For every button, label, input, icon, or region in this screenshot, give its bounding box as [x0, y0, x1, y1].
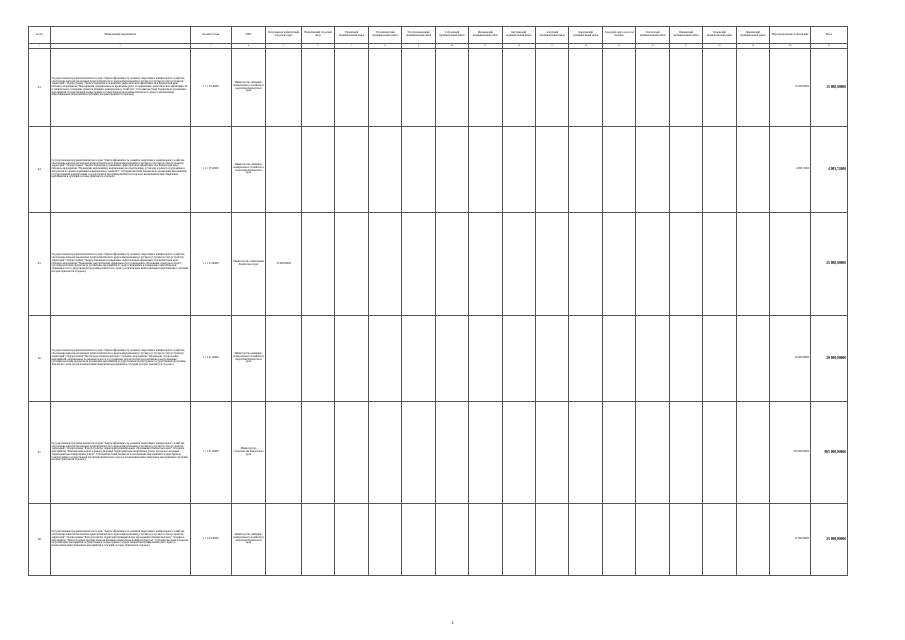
amount-cell — [736, 49, 769, 127]
column-number: 15 — [602, 44, 635, 49]
amount-cell — [435, 316, 468, 402]
amount-cell — [636, 49, 669, 127]
amount-cell — [335, 402, 368, 504]
amount-cell — [335, 127, 368, 213]
row-total: 15 000,00000 — [811, 49, 848, 127]
amount-cell — [402, 49, 435, 127]
column-number: 2 — [50, 44, 190, 49]
column-header: Соболевский муниципальный район — [435, 27, 468, 44]
column-number: 5 — [266, 44, 302, 49]
table-row — [29, 49, 848, 127]
table-row — [29, 316, 848, 402]
row-total: 25 000,00000 — [811, 213, 848, 316]
header-row — [29, 27, 848, 44]
amount-cell — [569, 504, 602, 576]
amount-cell — [736, 504, 769, 576]
amount-cell — [266, 504, 302, 576]
amount-cell — [569, 213, 602, 316]
grbs-cell: Министерство образования Камчатского края — [231, 213, 266, 316]
amount-cell — [602, 316, 635, 402]
amount-cell — [669, 213, 702, 316]
amount-cell — [301, 127, 334, 213]
table-row — [29, 127, 848, 213]
amount-cell — [502, 402, 535, 504]
amount-cell — [602, 402, 635, 504]
measure-description: Государственная программа Камчатского края "Энергоэффективность, развитие энергетики и коммунального хозяйства, обеспечение жителей населенных пунктов Камчатского края коммунальными услугами и услугами по благоустройству территорий". Подпрограмма "Энергосбережение и повышение энергетической эффективности в Камчатском крае". Основное мероприятие "Повышение энергетической эффективности в учреждениях образования, культуры и спорта". Субсидии местным бюджетам на реализацию мероприятий по энергосбережению и повышению энергетической эффективности государственной программы Камчатского края (за исключением инвестиционных мероприятий и субсидий, которые признаются отдельно) — [50, 213, 190, 316]
amount-cell — [502, 504, 535, 576]
target-article-code: 1 1 2 04 40000 — [190, 504, 231, 576]
amount-cell — [536, 127, 569, 213]
amount-cell — [266, 316, 302, 402]
amount-cell — [602, 127, 635, 213]
column-number: 21 — [811, 44, 848, 49]
grbs-cell: Министерство жилищно-коммунального хозяйства и энергетики Камчатского края — [231, 316, 266, 402]
grbs-cell: Министерство строительства Камчатского края — [231, 402, 266, 504]
column-number: 12 — [502, 44, 535, 49]
target-article-code: 1 1 2 01 40000 — [190, 316, 231, 402]
column-header: Елизовский муниципальный район — [335, 27, 368, 44]
amount-cell — [602, 49, 635, 127]
amount-cell — [402, 213, 435, 316]
column-header: Карагинский муниципальный район — [569, 27, 602, 44]
amount-cell — [569, 316, 602, 402]
amount-cell — [335, 49, 368, 127]
row-number: 28 — [29, 504, 51, 576]
column-number: 16 — [636, 44, 669, 49]
target-article-code: 1 1 1 04 40000 — [190, 49, 231, 127]
amount-cell — [435, 49, 468, 127]
amount-cell — [368, 49, 401, 127]
unallocated-amount: 905 000,00000 — [770, 402, 811, 504]
row-number: 27 — [29, 402, 51, 504]
table-row — [29, 402, 848, 504]
amount-cell — [301, 316, 334, 402]
column-number: 14 — [569, 44, 602, 49]
unallocated-amount — [770, 213, 811, 316]
amount-cell — [301, 213, 334, 316]
amount-cell — [469, 504, 502, 576]
amount-cell — [736, 316, 769, 402]
column-header: Пенжинский муниципальный район — [669, 27, 702, 44]
column-number: 4 — [231, 44, 266, 49]
measure-description: Государственная программа Камчатского края "Энергоэффективность, развитие энергетики и коммунального хозяйства, обеспечение жителей населенных пунктов Камчатского края коммунальными услугами и услугами по благоустройству территорий". Подпрограмма "Энергосбережение и повышение энергетической эффективности в Камчатском крае". Основное мероприятие "Мероприятия, направленные на проведение работ по повышению энергетической эффективности и техническому оснащению объектов жилищно-коммунального хозяйства". Субсидии местным бюджетам на реализацию мероприятий государственной подпрограммы государственной программы Камчатского края (за исключением инвестиционных мероприятий и субсидий, которые признаются отдельно) — [50, 49, 190, 127]
column-header: Петропавловск-Камчатский городской округ — [266, 27, 302, 44]
amount-cell — [536, 213, 569, 316]
unallocated-amount: 15 000,00000 — [770, 49, 811, 127]
page-number: 4 — [451, 620, 454, 625]
column-number: 11 — [469, 44, 502, 49]
column-number: 3 — [190, 44, 231, 49]
amount-cell — [402, 402, 435, 504]
measure-description: Государственная программа Камчатского края "Энергоэффективность, развитие энергетики и коммунального хозяйства, обеспечение жителей населенных пунктов Камчатского края коммунальными услугами и услугами по благоустройству территорий". Подпрограмма "Благоустройство территорий муниципальных образований в Камчатском крае". Основное мероприятие "Ремонт и реконструкция объектов жилищно-коммунальной инфраструктуры". Субсидии местным бюджетам на реализацию мероприятий государственной подпрограммы государственной программы Камчатского края (за исключением инвестиционных мероприятий и субсидий, которые признаются отдельно) — [50, 504, 190, 576]
measure-description: Государственная программа Камчатского края "Энергоэффективность, развитие энергетики и коммунального хозяйства, обеспечение жителей населенных пунктов Камчатского края коммунальными услугами и услугами по благоустройству территорий". Подпрограмма "Чистая вода в Камчатском крае". Основное мероприятие "Проведение строительных мероприятий, направленных на решение вопроса по улучшению работы систем водоснабжения и водоотведения". Субсидии местным бюджетам на реализацию мероприятий государственной подпрограммы государственной программы Камчатского края (за исключением инвестиционных мероприятий и субсидий, которые признаются отдельно) — [50, 316, 190, 402]
row-total: 25 000,00000 — [811, 504, 848, 576]
table-row — [29, 213, 848, 316]
amount-cell — [536, 316, 569, 402]
amount-cell — [636, 402, 669, 504]
amount-cell — [469, 127, 502, 213]
amount-cell — [266, 49, 302, 127]
amount-cell — [569, 127, 602, 213]
amount-cell — [435, 127, 468, 213]
target-article-code: 1 1 1 07 40000 — [190, 127, 231, 213]
column-number: 20 — [770, 44, 811, 49]
column-header: № п/п — [29, 27, 51, 44]
column-number: 8 — [368, 44, 401, 49]
amount-cell — [469, 49, 502, 127]
amount-cell — [703, 316, 736, 402]
column-number: 9 — [402, 44, 435, 49]
amount-cell — [636, 213, 669, 316]
amount-cell — [469, 316, 502, 402]
grbs-cell: Министерство жилищно-коммунального хозяйства и энергетики Камчатского края — [231, 49, 266, 127]
amount-cell — [669, 316, 702, 402]
column-number: 13 — [536, 44, 569, 49]
measure-description: Государственная программа Камчатского края "Энергоэффективность, развитие энергетики и коммунального хозяйства, обеспечение жителей населенных пунктов Камчатского края коммунальными услугами и услугами по благоустройству территорий". Подпрограмма "Благоустройство территорий муниципальных образований в Камчатском крае". Основное мероприятие "Комплексный ремонт и ремонт дворовых территорий многоквартирных домов, проездов к дворовым территориям многоквартирных домов". Субсидии местным бюджетам на реализацию мероприятий государственной подпрограммы государственной программы Камчатского края (за исключением инвестиционных мероприятий и субсидий, которые признаются отдельно) — [50, 402, 190, 504]
amount-cell — [368, 127, 401, 213]
amount-cell — [736, 213, 769, 316]
column-number: 17 — [669, 44, 702, 49]
amount-cell — [301, 49, 334, 127]
column-header: Олюторский муниципальный район — [636, 27, 669, 44]
amount-cell — [266, 402, 302, 504]
column-header: Пенжинский муниципальный район — [736, 27, 769, 44]
column-header: Быстринский муниципальный район — [502, 27, 535, 44]
amount-cell — [669, 127, 702, 213]
column-header: Городской округ «поселок Палана» — [602, 27, 635, 44]
amount-cell — [703, 504, 736, 576]
amount-cell — [602, 504, 635, 576]
row-number: 26 — [29, 316, 51, 402]
unallocated-amount: 25 000,00000 — [770, 504, 811, 576]
column-number: 6 — [301, 44, 334, 49]
column-number: 1 — [29, 44, 51, 49]
amount-cell — [402, 316, 435, 402]
amount-cell — [502, 127, 535, 213]
amount-cell — [636, 316, 669, 402]
target-article-code: 1 1 5 01 40000 — [190, 402, 231, 504]
amount-cell — [469, 402, 502, 504]
amount-cell — [536, 49, 569, 127]
column-header: Мильковский муниципальный район — [469, 27, 502, 44]
amount-cell — [301, 402, 334, 504]
column-header: Алеутский муниципальный район — [536, 27, 569, 44]
amount-cell — [602, 213, 635, 316]
amount-cell — [368, 316, 401, 402]
amount-cell — [402, 127, 435, 213]
amount-cell — [368, 213, 401, 316]
amount-cell — [669, 402, 702, 504]
column-header: Всего — [811, 27, 848, 44]
amount-cell — [266, 127, 302, 213]
amount-cell — [435, 504, 468, 576]
row-total: 4 083,72000 — [811, 127, 848, 213]
budget-table — [28, 26, 848, 576]
amount-cell — [435, 213, 468, 316]
amount-cell — [402, 504, 435, 576]
amount-cell — [703, 402, 736, 504]
grbs-cell: Министерство жилищно-коммунального хозяйства и энергетики Камчатского края — [231, 127, 266, 213]
row-total: 905 000,00000 — [811, 402, 848, 504]
unallocated-amount: 4 083,72000 — [770, 127, 811, 213]
column-header: Нераспределенные ассигнования — [770, 27, 811, 44]
amount-cell — [569, 402, 602, 504]
amount-cell — [669, 49, 702, 127]
amount-cell — [669, 504, 702, 576]
row-number: 25 — [29, 213, 51, 316]
amount-cell — [536, 402, 569, 504]
column-header: ГРБС — [231, 27, 266, 44]
column-header: Тигильский муниципальный район — [703, 27, 736, 44]
amount-cell — [301, 504, 334, 576]
amount-cell — [569, 49, 602, 127]
amount-cell: 25 000,00000 — [266, 213, 302, 316]
column-number: 10 — [435, 44, 468, 49]
amount-cell — [736, 127, 769, 213]
column-number: 19 — [736, 44, 769, 49]
amount-cell — [502, 316, 535, 402]
amount-cell — [703, 49, 736, 127]
target-article-code: 1 1 1 25 40000 — [190, 213, 231, 316]
amount-cell — [335, 504, 368, 576]
column-number: 7 — [335, 44, 368, 49]
amount-cell — [368, 504, 401, 576]
table-row — [29, 504, 848, 576]
column-header: Усть-Камчатский муниципальный район — [368, 27, 401, 44]
grbs-cell: Министерство жилищно-коммунального хозяйства и энергетики Камчатского края — [231, 504, 266, 576]
amount-cell — [335, 213, 368, 316]
measure-description: Государственная программа Камчатского края "Энергоэффективность, развитие энергетики и коммунального хозяйства, обеспечение жителей населенных пунктов Камчатского края коммунальными услугами и услугами по благоустройству территорий". Подпрограмма "Энергосбережение и повышение энергетической эффективности в Камчатском крае". Основное мероприятие "Проведение мероприятий, направленных на приобретение, установку и ремонт оборудования и материалов на объектах жилищно-коммунального хозяйства". Субсидии местным бюджетам на реализацию мероприятий государственной подпрограммы государственной программы Камчатского края (за исключением инвестиционных мероприятий и субсидий, которые признаются отдельно) — [50, 127, 190, 213]
column-header: Наименование мероприятия — [50, 27, 190, 44]
amount-cell — [435, 402, 468, 504]
amount-cell — [502, 49, 535, 127]
column-header: Целевая статья — [190, 27, 231, 44]
column-header: Вилючинский городской округ — [301, 27, 334, 44]
column-number: 18 — [703, 44, 736, 49]
row-number: 24 — [29, 127, 51, 213]
amount-cell — [636, 127, 669, 213]
amount-cell — [703, 127, 736, 213]
amount-cell — [736, 402, 769, 504]
amount-cell — [636, 504, 669, 576]
amount-cell — [703, 213, 736, 316]
row-number: 23 — [29, 49, 51, 127]
amount-cell — [469, 213, 502, 316]
amount-cell — [335, 316, 368, 402]
row-total: 20 000,00000 — [811, 316, 848, 402]
column-header: Усть-Большерецкий муниципальный район — [402, 27, 435, 44]
amount-cell — [502, 213, 535, 316]
amount-cell — [368, 402, 401, 504]
amount-cell — [536, 504, 569, 576]
unallocated-amount: 20 000,00000 — [770, 316, 811, 402]
